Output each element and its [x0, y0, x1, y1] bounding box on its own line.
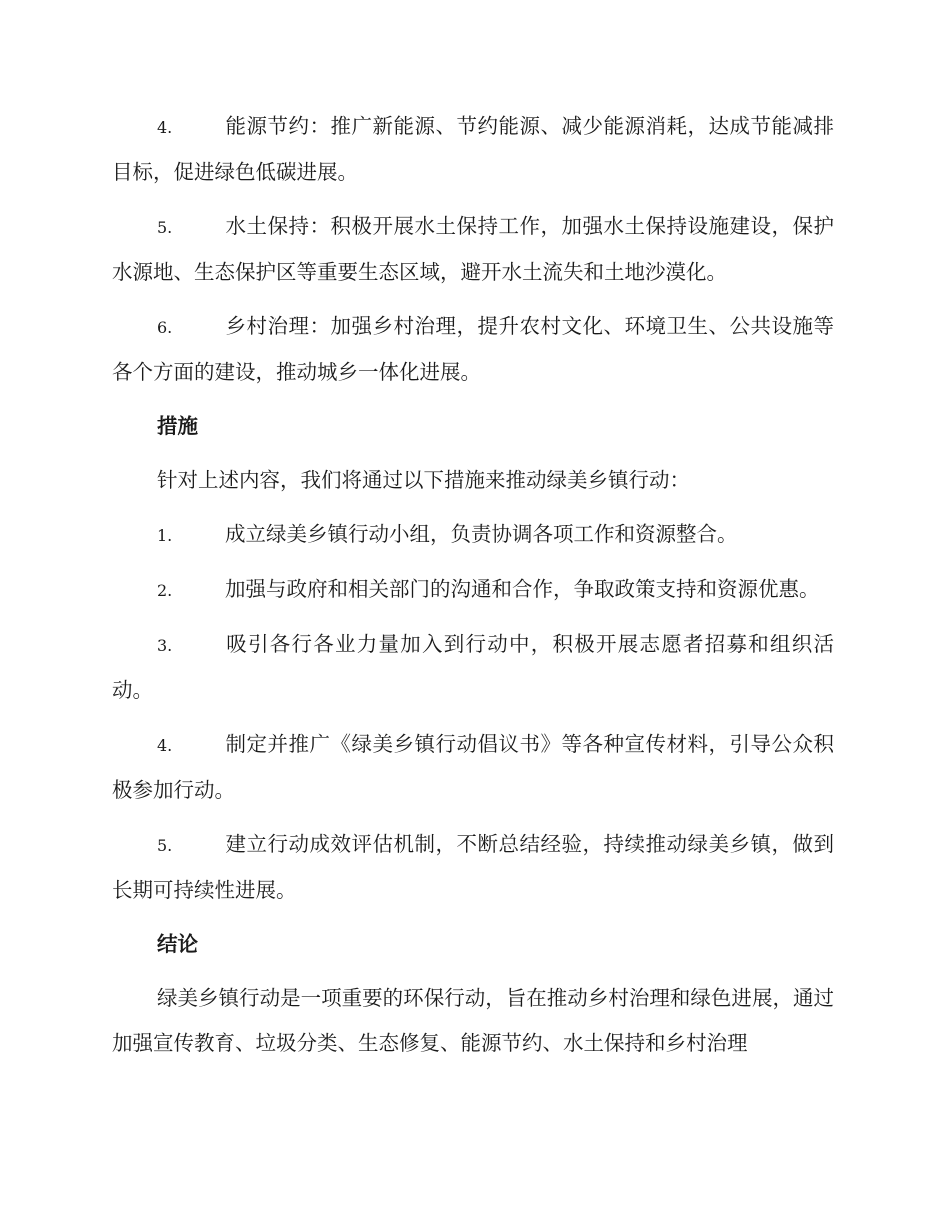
- list-number: 1.: [157, 526, 173, 545]
- list-number: 2.: [157, 581, 173, 600]
- list-text: 乡村治理：加强乡村治理，提升农村文化、环境卫生、公共设施等各个方面的建设，推动城乡一体化进展。: [112, 314, 834, 384]
- list-item: [112, 567, 834, 613]
- list-text: 加强与政府和相关部门的沟通和合作，争取政策支持和资源优惠。: [225, 577, 820, 601]
- list-number: 5.: [157, 836, 173, 855]
- list-item: [112, 304, 834, 395]
- list-number: 4.: [157, 736, 173, 755]
- list-item: [112, 822, 834, 913]
- list-item: [112, 204, 834, 295]
- list-number: 6.: [157, 318, 173, 337]
- list-text: 水土保持：积极开展水土保持工作，加强水土保持设施建设，保护水源地、生态保护区等重要生态区域，避开水土流失和土地沙漠化。: [112, 214, 834, 284]
- section-heading-measures: 措施: [157, 414, 198, 438]
- list-text: 能源节约：推广新能源、节约能源、减少能源消耗，达成节能减排目标，促进绿色低碳进展。: [112, 114, 834, 184]
- list-text: 吸引各行各业力量加入到行动中，积极开展志愿者招募和组织活动。: [112, 632, 834, 702]
- list-item: [112, 622, 834, 713]
- list-number: 3.: [157, 636, 173, 655]
- list-number: 5.: [157, 218, 173, 237]
- measures-intro: 针对上述内容，我们将通过以下措施来推动绿美乡镇行动：: [157, 468, 690, 492]
- list-item: [112, 722, 834, 813]
- list-text: 制定并推广《绿美乡镇行动倡议书》等各种宣传材料，引导公众积极参加行动。: [112, 732, 834, 802]
- list-item: [112, 512, 834, 558]
- list-text: 成立绿美乡镇行动小组，负责协调各项工作和资源整合。: [225, 522, 738, 546]
- conclusion-paragraph: 绿美乡镇行动是一项重要的环保行动，旨在推动乡村治理和绿色进展，通过加强宣传教育、垃圾分类、生态修复、能源节约、水土保持和乡村治理: [112, 986, 834, 1055]
- list-item: [112, 104, 834, 195]
- list-number: 4.: [157, 118, 173, 137]
- document-page: [112, 104, 834, 1075]
- list-text: 建立行动成效评估机制，不断总结经验，持续推动绿美乡镇，做到长期可持续性进展。: [112, 832, 834, 902]
- section-heading-conclusion: 结论: [157, 932, 198, 956]
